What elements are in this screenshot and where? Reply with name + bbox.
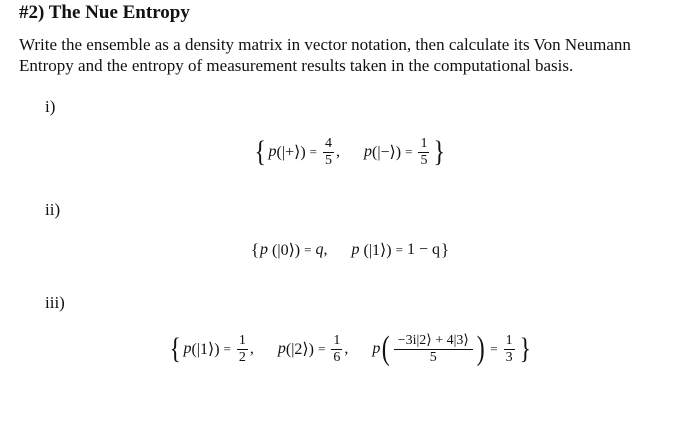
prob-symbol: p xyxy=(351,241,360,258)
prob-symbol: p xyxy=(183,340,192,357)
numerator: 1 xyxy=(333,332,341,348)
prob-symbol: p xyxy=(268,143,277,160)
ket-one: (|1⟩) xyxy=(191,341,220,358)
equals-sign: = xyxy=(490,341,498,356)
numerator: 1 xyxy=(505,332,513,348)
prob-symbol: p xyxy=(260,241,269,258)
ket-plus: (|+⟩) xyxy=(276,144,306,161)
denominator: 5 xyxy=(429,349,437,365)
numerator: 1 xyxy=(420,135,428,151)
comma: , xyxy=(323,241,328,258)
fraction-one-sixth xyxy=(331,334,342,365)
numerator: 4 xyxy=(325,135,332,151)
left-paren: ( xyxy=(382,330,390,367)
denominator: 3 xyxy=(505,349,513,365)
numerator: 1 xyxy=(238,332,246,348)
equals-sign: = xyxy=(304,242,312,257)
fraction-one-half xyxy=(237,334,248,365)
ket-two: (|2⟩) xyxy=(285,341,314,358)
problem-prompt: Write the ensemble as a density matrix in vector notation, then calculate its Von Neumann Entropy and the entropy of measurement results taken in the computational basis. xyxy=(19,35,631,75)
numerator: −3i|2⟩ + 4|3⟩ xyxy=(394,334,473,350)
problem-title: #2) The Nue Entropy xyxy=(19,2,190,23)
value-q: q xyxy=(315,241,324,258)
part-iii-label: iii) xyxy=(45,293,65,312)
superposition-state-fraction xyxy=(394,334,473,365)
part-iii-equation xyxy=(0,327,700,371)
part-i-equation xyxy=(0,132,700,172)
equals-sign: = xyxy=(395,242,403,257)
equals-sign: = xyxy=(405,144,413,159)
equals-sign: = xyxy=(318,341,326,356)
prob-symbol: p xyxy=(364,143,372,160)
right-brace: } xyxy=(440,240,450,259)
fraction-one-third xyxy=(504,334,515,365)
fraction-four-fifths xyxy=(323,137,334,168)
comma: , xyxy=(344,340,349,357)
value-one-minus-q: 1 − q xyxy=(406,241,440,258)
denominator: 6 xyxy=(333,349,341,365)
right-brace: } xyxy=(519,332,531,365)
fraction-one-fifth xyxy=(418,137,429,168)
left-brace: { xyxy=(169,332,181,365)
part-ii-equation xyxy=(0,238,700,262)
left-brace: { xyxy=(250,240,260,259)
equals-sign: = xyxy=(223,341,231,356)
part-i-label: i) xyxy=(45,97,56,116)
ket-minus: (|−⟩) xyxy=(372,144,402,161)
prob-symbol: p xyxy=(277,340,286,357)
part-ii-label: ii) xyxy=(45,200,61,219)
denominator: 5 xyxy=(420,152,428,168)
right-paren: ) xyxy=(476,330,485,367)
left-brace: { xyxy=(254,135,267,168)
denominator: 5 xyxy=(325,152,332,168)
denominator: 2 xyxy=(238,349,246,365)
ket-zero: (|0⟩) xyxy=(272,242,301,259)
prob-symbol: p xyxy=(372,340,381,357)
comma: , xyxy=(336,143,340,160)
right-brace: } xyxy=(433,135,446,168)
comma: , xyxy=(249,340,254,357)
ket-one: (|1⟩) xyxy=(363,242,392,259)
equals-sign: = xyxy=(309,144,317,159)
